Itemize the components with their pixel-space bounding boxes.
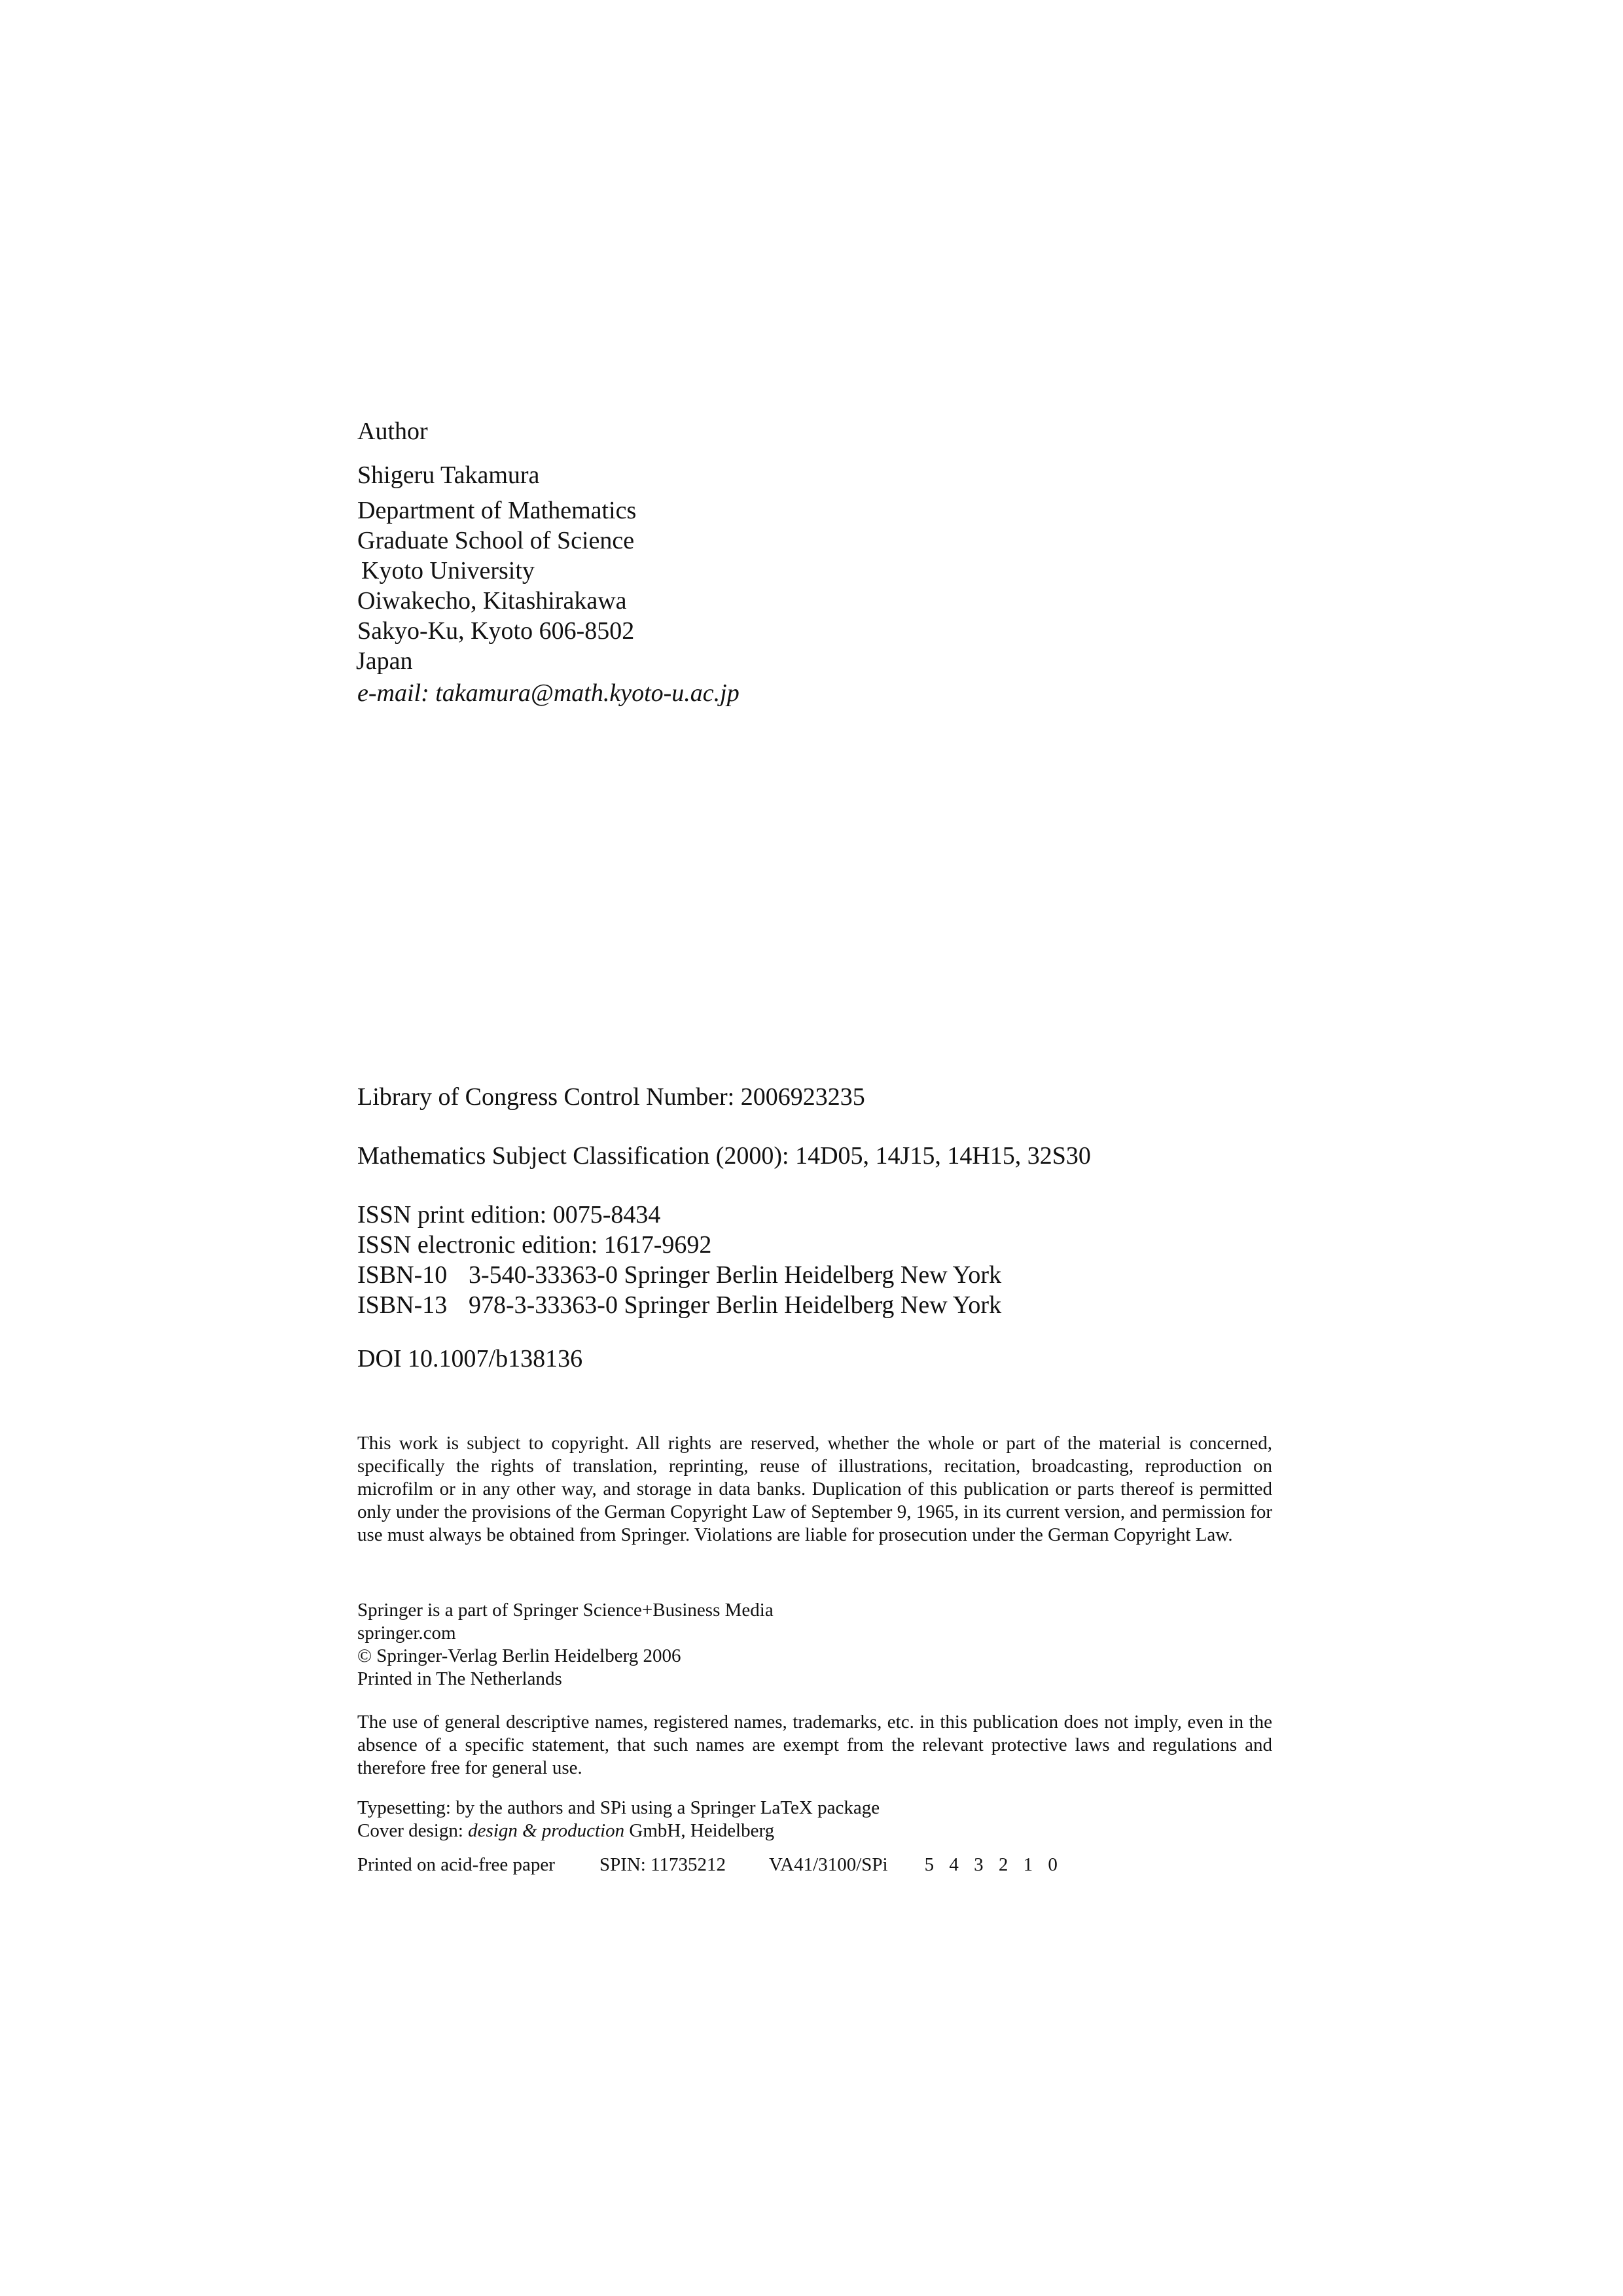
author-heading-text: Author: [357, 418, 428, 445]
publisher-line: Springer is a part of Springer Science+Business Media: [357, 1600, 774, 1621]
author-address: [357, 495, 636, 676]
address-line-department: Department of Mathematics: [357, 497, 637, 524]
cover-design-rest: GmbH, Heidelberg: [629, 1820, 775, 1841]
issn-electronic: ISSN electronic edition: 1617-9692: [357, 1231, 712, 1259]
print-paper: Printed on acid-free paper: [357, 1854, 555, 1875]
typesetting-line: Typesetting: by the authors and SPi using a Springer LaTeX package: [357, 1797, 880, 1818]
print-spin: SPIN: 11735212: [599, 1854, 726, 1875]
issn-isbn-block: [357, 1200, 1001, 1320]
author-name: [357, 460, 539, 490]
cover-design-italic: design & production: [468, 1820, 625, 1841]
issn-print: ISSN print edition: 0075-8434: [357, 1201, 661, 1229]
author-email: [357, 678, 740, 708]
isbn10-label: ISBN-10: [357, 1261, 448, 1289]
lccn-line: [357, 1082, 865, 1112]
cover-design-line: [357, 1820, 880, 1842]
isbn13-value: 978-3-33363-0 Springer Berlin Heidelberg New York: [469, 1291, 1002, 1319]
address-line-country: Japan: [356, 647, 413, 675]
print-code: VA41/3100/SPi: [769, 1854, 888, 1875]
production-info: [357, 1797, 880, 1842]
publisher-info: [357, 1599, 774, 1691]
print-line: [357, 1854, 1063, 1876]
isbn13-label: ISBN-13: [357, 1291, 448, 1319]
publisher-website: springer.com: [357, 1623, 456, 1643]
print-sequence: 5 4 3 2 1 0: [924, 1854, 1063, 1875]
doi-line: [357, 1344, 582, 1374]
address-line-city: Sakyo-Ku, Kyoto 606-8502: [357, 617, 635, 645]
copyright-notice: This work is subject to copyright. All rights are reserved, whether the whole or part of the material is concerned, specifically the rights of translation, reprinting, reuse of illustrations, recitation, broadcasting, reproduction on microfilm or in any other way, and storage in data banks. Duplication of this publication or parts thereof is permitted only under the provisions of the German Copyright Law of September 9, 1965, in its current version, and permission for use must always be obtained from Springer. Violations are liable for prosecution under the German Copyright Law.: [357, 1433, 1272, 1545]
isbn10-value: 3-540-33363-0 Springer Berlin Heidelberg New York: [469, 1261, 1002, 1289]
isbn10-line: [357, 1260, 1001, 1290]
isbn13-line: [357, 1290, 1001, 1320]
doi-text: DOI 10.1007/b138136: [357, 1345, 583, 1372]
author-email-text: e-mail: takamura@math.kyoto-u.ac.jp: [357, 679, 740, 707]
msc-line: [357, 1141, 1091, 1171]
publisher-copyright: © Springer-Verlag Berlin Heidelberg 2006: [357, 1645, 681, 1666]
cover-design-label: Cover design:: [357, 1820, 463, 1841]
address-line-university: Kyoto University: [361, 557, 535, 584]
trademark-notice: The use of general descriptive names, registered names, trademarks, etc. in this publication does not imply, even in the absence of a specific statement, that such names are exempt from the relevant protective laws and regulations and therefore free for general use.: [357, 1712, 1272, 1778]
address-line-school: Graduate School of Science: [357, 527, 635, 554]
address-line-street: Oiwakecho, Kitashirakawa: [357, 587, 627, 615]
author-name-text: Shigeru Takamura: [357, 461, 540, 489]
publisher-printed-in: Printed in The Netherlands: [357, 1668, 562, 1689]
lccn-text: Library of Congress Control Number: 2006923235: [357, 1083, 865, 1111]
author-heading: [357, 416, 428, 446]
msc-text: Mathematics Subject Classification (2000): 14D05, 14J15, 14H15, 32S30: [357, 1142, 1091, 1170]
